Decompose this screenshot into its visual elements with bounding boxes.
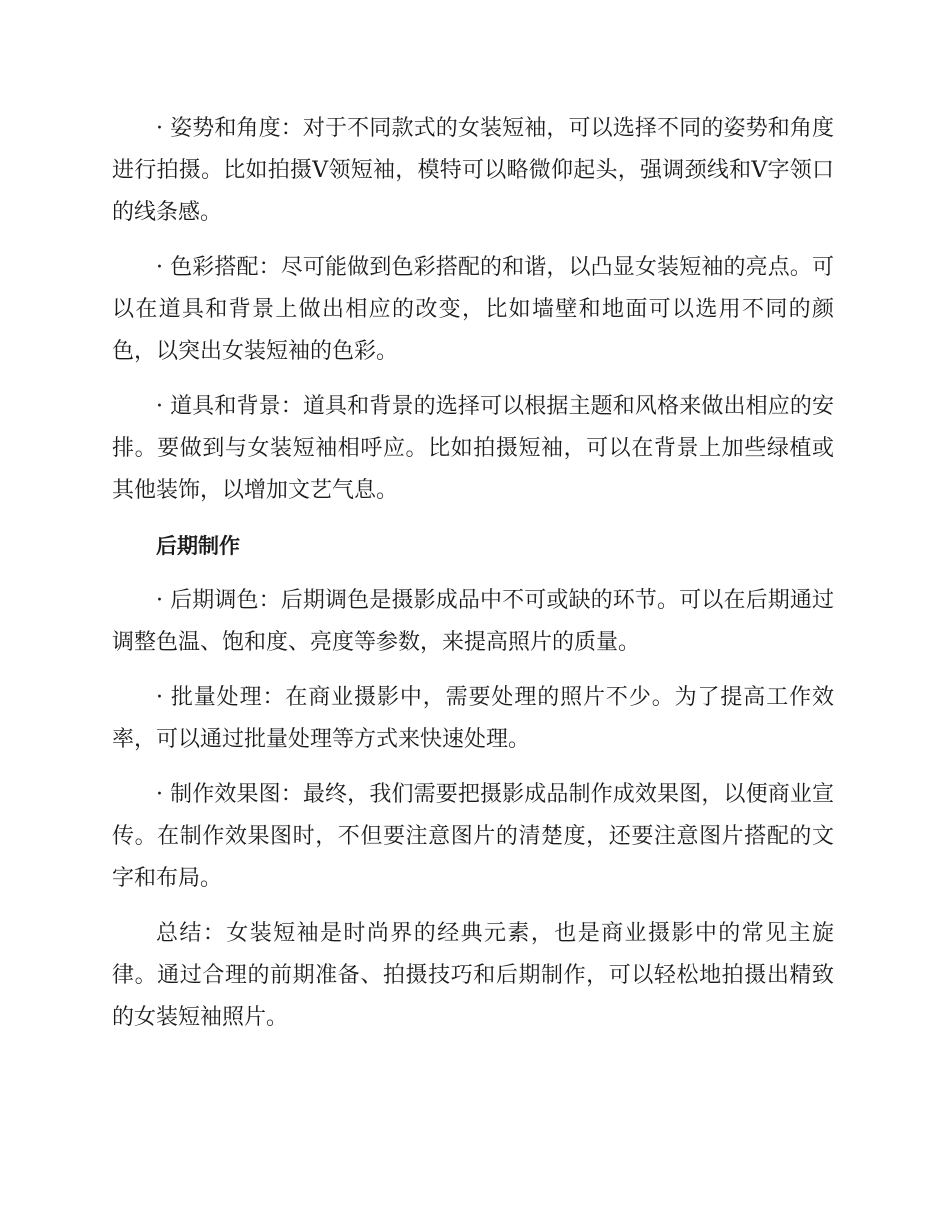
document-page — [112, 108, 834, 1052]
paragraph-props-background: · 道具和背景：道具和背景的选择可以根据主题和风格来做出相应的安排。要做到与女装短袖相呼应。比如拍摄短袖，可以在背景上加些绿植或其他装饰，以增加文艺气息。 — [112, 394, 834, 503]
paragraph-pose-angle: · 姿势和角度：对于不同款式的女装短袖，可以选择不同的姿势和角度进行拍摄。比如拍摄V领短袖，模特可以略微仰起头，强调颈线和V字领口的线条感。 — [112, 116, 834, 225]
paragraph-batch-processing: · 批量处理：在商业摄影中，需要处理的照片不少。为了提高工作效率，可以通过批量处理等方式来快速处理。 — [112, 685, 834, 752]
paragraph-effect-images: · 制作效果图：最终，我们需要把摄影成品制作成效果图，以便商业宣传。在制作效果图时，不但要注意图片的清楚度，还要注意图片搭配的文字和布局。 — [112, 782, 834, 891]
paragraph-summary: 总结：女装短袖是时尚界的经典元素，也是商业摄影中的常见主旋律。通过合理的前期准备、拍摄技巧和后期制作，可以轻松地拍摄出精致的女装短袖照片。 — [112, 921, 834, 1030]
paragraph-color-grading: · 后期调色：后期调色是摄影成品中不可或缺的环节。可以在后期通过调整色温、饱和度、亮度等参数，来提高照片的质量。 — [112, 588, 834, 655]
paragraph-color-matching: · 色彩搭配：尽可能做到色彩搭配的和谐，以凸显女装短袖的亮点。可以在道具和背景上做出相应的改变，比如墙壁和地面可以选用不同的颜色，以突出女装短袖的色彩。 — [112, 255, 834, 364]
section-heading-post-production: 后期制作 — [156, 534, 240, 558]
